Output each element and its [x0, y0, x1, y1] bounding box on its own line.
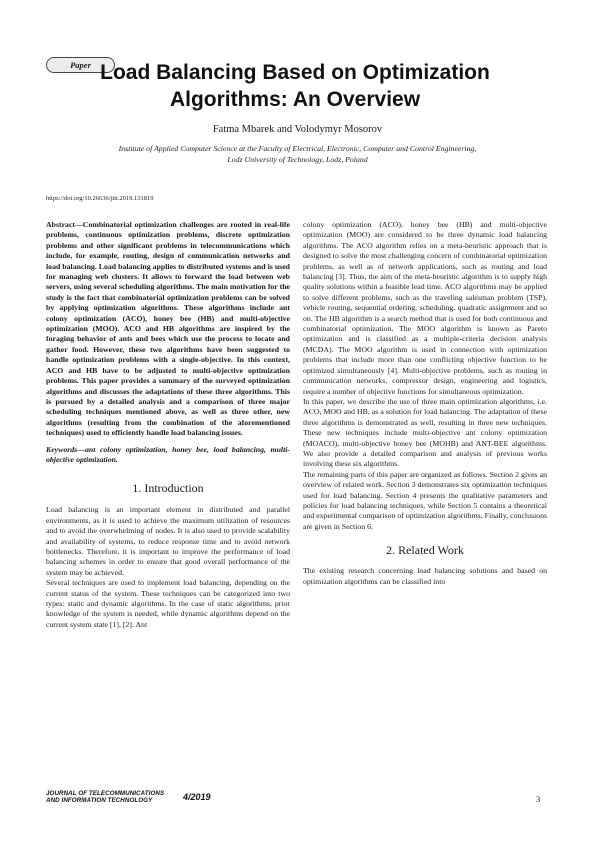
right-column	[303, 220, 547, 587]
intro-paragraph-4: In this paper, we describe the use of three main optimization algorithms, i.e. ACO, MOO and HB, as a solution for load balancing. The adaptation of these three algorithms is demonstrated as well, resulting in three new techniques. These new techniques include multi-objective ant colony optimization (MOACO), multi-objective honey bee (MOHB) and ANT-BEE algorithms. We also provide a detailed comparison and analysis of previous works involving these six algorithms.	[303, 396, 547, 469]
journal-name	[46, 790, 164, 804]
affiliation-line-2: Lodz University of Technology, Lodz, Poland	[227, 155, 368, 164]
paper-type-badge: Paper	[46, 57, 115, 73]
intro-paragraph-3: colony optimization (ACO), honey bee (HB) and multi-objective optimization (MOO) are considered to be three dynamic load balancing algorithms. The ACO algorithm relies on a meta-heuristic approach that is designed to solve the most challenging concern of combinatorial optimization problems, as well as of network applications, such as routing and load balancing [3]. Thus, the aim of the meta-heuristic algorithm is to supply high quality solutions within a feasible lead time. ACO algorithms may be applied to solve different problems, such as the traveling salesman problem (TSP), vehicle routing, sequential ordering, scheduling, quadratic assignment and so on. The HB algorithm is a search method that is used for both continuous and combinatorial optimization. The MOO algorithm is known as Pareto optimization and is classified as a multiple-criteria decision analysis (MCDA). The MOO algorithm is used in connection with optimization problems that include more than one conflicting objective function to be optimized simultaneously [4]. Multi-objective problems, such as routing in communication networks, compressor design, engineering and logistics, require a number of objective functions for simultaneous optimization.	[303, 220, 547, 396]
section-heading-introduction: 1. Introduction	[132, 481, 204, 496]
journal-name-line-2: AND INFORMATION TECHNOLOGY	[46, 797, 153, 804]
keywords: Keywords—ant colony optimization, honey bee, load balancing, multi-objective optimization.	[46, 444, 290, 464]
affiliation	[60, 143, 535, 165]
left-column	[46, 220, 290, 630]
paper-title: Load Balancing Based on Optimization Algorithms: An Overview	[100, 61, 490, 111]
authors: Fatma Mbarek and Volodymyr Mosorov	[212, 124, 383, 135]
journal-name-line-1: JOURNAL OF TELECOMMUNICATIONS	[46, 790, 165, 797]
intro-paragraph-1: Load balancing is an important element in distributed and parallel environments, as it is used to achieve the maximum utilization of resources and to avoid the overwhelming of nodes. It is also used to provide scalability and availability of systems, to reduce response time and to avoid network bottlenecks. Therefore, it is important to improve the performance of load balancing schemes in order to ensure that good overall performance of the system may be achieved.	[46, 505, 290, 577]
page-number: 3	[536, 794, 541, 804]
intro-paragraph-5: The remaining parts of this paper are organized as follows. Section 2 gives an overview of related work. Section 3 demonstrates six optimization techniques used for load balancing. Section 4 presents the qualitative parameters and policies for load balancing techniques, while Section 5 contains a theoretical and experimental comparison of optimization algorithms. Finally, conclusions are given in Section 6.	[303, 469, 547, 531]
journal-issue: 4/2019	[183, 792, 211, 802]
doi-link[interactable]: https://doi.org/10.26636/jtit.2019.131819	[46, 195, 154, 202]
intro-paragraph-2: Several techniques are used to implement load balancing, depending on the current status of the system. These techniques can be categorized into two types: static and dynamic algorithms. In the case of static algorithms, prior knowledge of the system is needed, while dynamic algorithms depend on the current system state [1], [2]. Ant	[46, 578, 290, 629]
affiliation-line-1: Institute of Applied Computer Science at the Faculty of Electrical, Electronic, Computer and Control Engineering,	[118, 144, 477, 153]
section-heading-related-work: 2. Related Work	[386, 543, 464, 558]
related-work-paragraph-1: The existing research concerning load balancing solutions and based on optimization algorithms can be classified into	[303, 566, 547, 586]
abstract: Abstract—Combinatorial optimization challenges are rooted in real-life problems, continuous optimization problems, discrete optimization problems and other significant problems in telecommunications which include, for example, routing, design of communication networks and load balancing. Load balancing applies to distributed systems and is used for managing web clusters. It allows to forward the load between web servers, using several scheduling algorithms. The main motivation for the study is the fact that combinatorial optimization problems can be solved by applying optimization algorithms. These algorithms include ant colony optimization (ACO), honey bee (HB) and multi-objective optimization (MOO). ACO and HB algorithms are inspired by the foraging behavior of ants and bees which use the process to locate and gather food. However, these two algorithms have been suggested to handle optimization problems with a single-objective. In this context, ACO and HB have to be adjusted to multi-objective optimization problems. This paper provides a summary of the surveyed optimization algorithms and discusses the adaptations of these three algorithms. This is pursued by a detailed analysis and a comparison of three major scheduling techniques mentioned above, as well as three other, new algorithms (resulting from the combination of the aforementioned techniques) used to efficiently handle load balancing issues.	[46, 220, 290, 438]
